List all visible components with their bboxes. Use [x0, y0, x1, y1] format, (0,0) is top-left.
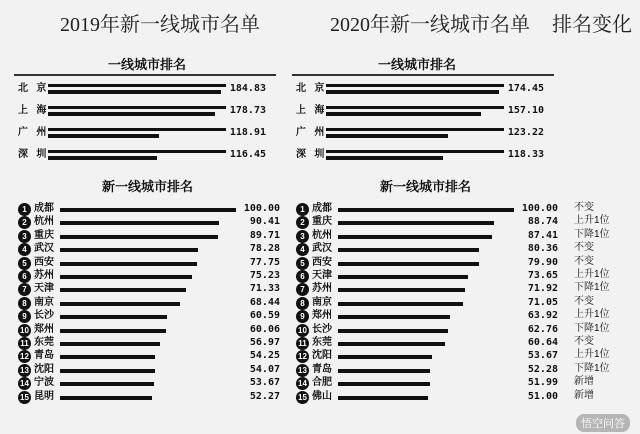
tier1-bar-top — [326, 84, 504, 87]
rank-change-label: 下降1位 — [574, 362, 610, 374]
new-tier1-bar — [338, 369, 430, 373]
new-tier1-value-label: 71.33 — [249, 283, 280, 295]
rank-number-badge: 11 — [18, 337, 31, 350]
rank-number-badge: 6 — [18, 270, 31, 283]
new-tier1-bar — [338, 275, 468, 279]
new-tier1-city-label: 成都 — [34, 203, 54, 214]
tier1-city-label: 深 圳 — [18, 149, 47, 160]
new-tier1-bar — [338, 302, 463, 306]
watermark: 悟空问答 — [576, 414, 630, 432]
new-tier1-value-label: 79.90 — [527, 256, 558, 268]
new-tier1-city-label: 沈阳 — [34, 363, 54, 375]
new-tier1-city-label: 杭州 — [312, 229, 332, 241]
rank-number-badge: 8 — [18, 297, 31, 310]
new-tier1-bar — [338, 248, 479, 252]
rank-change-label: 新增 — [574, 376, 594, 388]
new-tier1-bar — [60, 382, 154, 386]
title-2020: 2020年新一线城市名单 — [330, 14, 530, 36]
tier1-bar-top — [326, 128, 504, 131]
tier1-bar — [326, 156, 443, 160]
rank-change-label: 不变 — [574, 255, 594, 267]
new-tier1-city-label: 杭州 — [34, 216, 54, 228]
rank-number-badge: 3 — [296, 230, 309, 243]
new-tier1-value-label: 71.05 — [527, 296, 558, 308]
tier1-value-label: 157.10 — [507, 105, 544, 116]
new-tier1-city-label: 东莞 — [312, 337, 332, 348]
rank-change-label: 上升1位 — [574, 349, 610, 361]
new-tier1-city-label: 东莞 — [34, 337, 54, 348]
new-tier1-value-label: 100.00 — [521, 203, 558, 214]
rank-number-badge: 2 — [296, 216, 309, 229]
tier1-bar — [48, 156, 157, 160]
tier1-bar-top — [48, 106, 226, 109]
new-tier1-bar — [60, 355, 155, 359]
tier1-2020-rule — [292, 74, 554, 76]
new-tier1-city-label: 昆明 — [34, 390, 54, 402]
rank-number-badge: 3 — [18, 230, 31, 243]
tier1-city-label: 广 州 — [18, 127, 47, 138]
new-tier1-bar — [60, 275, 192, 279]
new-tier1-city-label: 郑州 — [312, 310, 332, 322]
tier1-city-label: 广 州 — [296, 127, 325, 138]
tier1-city-label: 深 圳 — [296, 149, 325, 160]
new-tier1-bar — [60, 329, 166, 333]
new-tier1-city-label: 天津 — [312, 270, 332, 281]
new-tier1-value-label: 53.67 — [249, 377, 280, 389]
new-tier1-bar — [60, 262, 197, 266]
new-tier1-bar — [338, 329, 448, 333]
tier1-value-label: 118.33 — [507, 149, 544, 160]
new-tier1-bar — [60, 396, 152, 400]
rank-number-badge: 7 — [296, 283, 309, 296]
tier1-bar — [326, 134, 448, 138]
rank-change-label: 下降1位 — [574, 282, 610, 294]
new-tier1-value-label: 73.65 — [527, 270, 558, 281]
tier1-value-label: 123.22 — [507, 127, 544, 138]
tier1-bar — [48, 90, 221, 94]
new-tier1-value-label: 75.23 — [249, 270, 280, 281]
tier1-value-label: 174.45 — [507, 83, 544, 94]
rank-number-badge: 5 — [296, 257, 309, 270]
tier1-bar — [48, 112, 215, 116]
tier1-2019-rule — [14, 74, 276, 76]
new-tier1-bar — [338, 355, 432, 359]
new-tier1-city-label: 南京 — [34, 296, 54, 308]
new-tier1-value-label: 52.28 — [527, 363, 558, 375]
newtier1-2019-title: 新一线城市排名 — [102, 179, 194, 194]
new-tier1-city-label: 天津 — [34, 283, 54, 295]
new-tier1-value-label: 71.92 — [527, 283, 558, 295]
new-tier1-bar — [338, 288, 465, 292]
new-tier1-city-label: 武汉 — [34, 243, 54, 255]
new-tier1-value-label: 60.64 — [527, 337, 558, 348]
tier1-bar — [326, 112, 481, 116]
rank-number-badge: 4 — [18, 243, 31, 256]
new-tier1-city-label: 武汉 — [312, 243, 332, 255]
rank-number-badge: 13 — [296, 364, 309, 377]
tier1-2019-title: 一线城市排名 — [108, 57, 187, 72]
new-tier1-city-label: 长沙 — [312, 323, 332, 335]
tier1-value-label: 184.83 — [229, 83, 266, 94]
new-tier1-city-label: 苏州 — [34, 270, 54, 281]
new-tier1-value-label: 51.99 — [527, 377, 558, 389]
new-tier1-bar — [338, 235, 492, 239]
new-tier1-bar — [60, 342, 160, 346]
rank-number-badge: 7 — [18, 283, 31, 296]
tier1-city-label: 北 京 — [18, 83, 47, 94]
rank-number-badge: 13 — [18, 364, 31, 377]
rank-change-label: 下降1位 — [574, 228, 610, 240]
new-tier1-bar — [338, 208, 514, 212]
new-tier1-bar — [60, 369, 155, 373]
new-tier1-city-label: 合肥 — [312, 377, 332, 389]
new-tier1-value-label: 51.00 — [527, 390, 558, 402]
tier1-bar-top — [326, 106, 504, 109]
rank-change-label: 上升1位 — [574, 269, 610, 280]
tier1-value-label: 118.91 — [229, 127, 266, 138]
new-tier1-city-label: 重庆 — [312, 216, 332, 228]
tier1-2020-title: 一线城市排名 — [378, 57, 457, 72]
new-tier1-value-label: 60.59 — [249, 310, 280, 322]
rank-number-badge: 10 — [296, 324, 309, 337]
new-tier1-value-label: 89.71 — [249, 229, 280, 241]
new-tier1-city-label: 郑州 — [34, 323, 54, 335]
new-tier1-bar — [338, 342, 445, 346]
new-tier1-city-label: 宁波 — [34, 377, 54, 389]
new-tier1-bar — [338, 396, 428, 400]
new-tier1-value-label: 78.28 — [249, 243, 280, 255]
rank-number-badge: 6 — [296, 270, 309, 283]
new-tier1-city-label: 重庆 — [34, 229, 54, 241]
new-tier1-bar — [338, 262, 479, 266]
new-tier1-value-label: 77.75 — [249, 256, 280, 268]
tier1-bar-top — [48, 128, 226, 131]
new-tier1-value-label: 56.97 — [249, 337, 280, 348]
tier1-bar-top — [326, 150, 504, 153]
new-tier1-value-label: 87.41 — [527, 229, 558, 241]
rank-change-label: 不变 — [574, 242, 594, 254]
rank-number-badge: 1 — [296, 203, 309, 216]
rank-number-badge: 12 — [296, 350, 309, 363]
new-tier1-value-label: 88.74 — [527, 216, 558, 228]
tier1-bar — [48, 134, 159, 138]
tier1-bar — [326, 90, 499, 94]
new-tier1-bar — [60, 221, 219, 225]
rank-change-label: 不变 — [574, 295, 594, 307]
rank-number-badge: 14 — [296, 377, 309, 390]
rank-number-badge: 12 — [18, 350, 31, 363]
rank-number-badge: 15 — [296, 391, 309, 404]
new-tier1-city-label: 成都 — [312, 203, 332, 214]
rank-number-badge: 15 — [18, 391, 31, 404]
rank-change-label: 上升1位 — [574, 309, 610, 321]
tier1-city-label: 上 海 — [18, 105, 47, 116]
new-tier1-bar — [60, 315, 167, 319]
rank-change-label: 不变 — [574, 202, 594, 213]
new-tier1-value-label: 80.36 — [527, 243, 558, 255]
new-tier1-value-label: 60.06 — [249, 323, 280, 335]
new-tier1-city-label: 佛山 — [312, 390, 332, 402]
rank-number-badge: 9 — [296, 310, 309, 323]
new-tier1-value-label: 53.67 — [527, 350, 558, 362]
new-tier1-city-label: 长沙 — [34, 310, 54, 322]
new-tier1-value-label: 90.41 — [249, 216, 280, 228]
new-tier1-bar — [60, 288, 186, 292]
new-tier1-value-label: 68.44 — [249, 296, 280, 308]
new-tier1-city-label: 南京 — [312, 296, 332, 308]
rank-number-badge: 5 — [18, 257, 31, 270]
rank-number-badge: 2 — [18, 216, 31, 229]
new-tier1-value-label: 100.00 — [243, 203, 280, 214]
new-tier1-bar — [338, 315, 450, 319]
new-tier1-city-label: 沈阳 — [312, 350, 332, 362]
new-tier1-bar — [338, 382, 430, 386]
new-tier1-bar — [60, 302, 180, 306]
rank-change-label: 不变 — [574, 336, 594, 347]
new-tier1-city-label: 苏州 — [312, 283, 332, 295]
new-tier1-city-label: 青岛 — [312, 363, 332, 375]
rank-number-badge: 1 — [18, 203, 31, 216]
tier1-bar-top — [48, 84, 226, 87]
new-tier1-value-label: 52.27 — [249, 390, 280, 402]
tier1-city-label: 北 京 — [296, 83, 325, 94]
tier1-city-label: 上 海 — [296, 105, 325, 116]
new-tier1-city-label: 西安 — [312, 256, 332, 268]
new-tier1-value-label: 63.92 — [527, 310, 558, 322]
title-change: 排名变化 — [552, 14, 632, 36]
new-tier1-city-label: 西安 — [34, 256, 54, 268]
new-tier1-bar — [60, 208, 236, 212]
tier1-value-label: 178.73 — [229, 105, 266, 116]
title-2019: 2019年新一线城市名单 — [60, 14, 260, 36]
new-tier1-city-label: 青岛 — [34, 350, 54, 362]
rank-number-badge: 9 — [18, 310, 31, 323]
rank-number-badge: 10 — [18, 324, 31, 337]
new-tier1-value-label: 54.25 — [249, 350, 280, 362]
new-tier1-bar — [60, 248, 198, 252]
tier1-value-label: 116.45 — [229, 149, 266, 160]
tier1-bar-top — [48, 150, 226, 153]
rank-change-label: 上升1位 — [574, 215, 610, 227]
newtier1-2020-title: 新一线城市排名 — [380, 179, 472, 194]
rank-number-badge: 4 — [296, 243, 309, 256]
rank-number-badge: 11 — [296, 337, 309, 350]
rank-change-label: 新增 — [574, 389, 594, 401]
new-tier1-bar — [338, 221, 494, 225]
rank-number-badge: 14 — [18, 377, 31, 390]
new-tier1-value-label: 62.76 — [527, 323, 558, 335]
rank-number-badge: 8 — [296, 297, 309, 310]
rank-change-label: 下降1位 — [574, 322, 610, 334]
new-tier1-value-label: 54.07 — [249, 363, 280, 375]
new-tier1-bar — [60, 235, 218, 239]
